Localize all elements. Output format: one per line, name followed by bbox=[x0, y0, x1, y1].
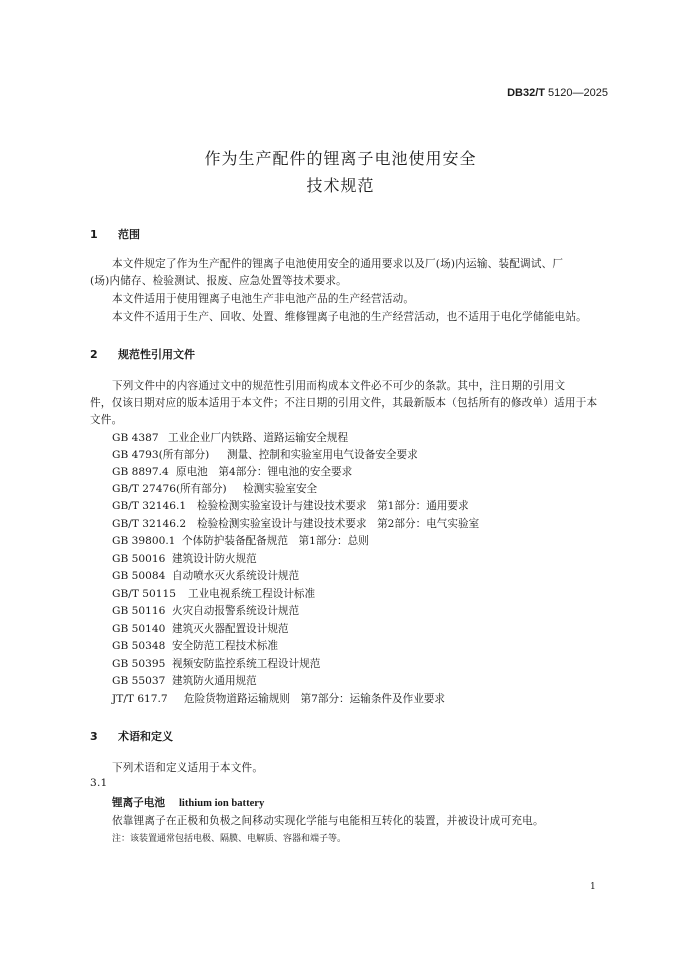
reference-code: GB 39800.1 bbox=[112, 535, 176, 547]
reference-code: GB 4387 bbox=[112, 432, 159, 444]
reference-title: 安全防范工程技术标准 bbox=[172, 640, 278, 652]
reference-title: 测量、控制和实验室用电气设备安全要求 bbox=[227, 449, 418, 461]
reference-item bbox=[112, 586, 315, 601]
page-number: 1 bbox=[590, 882, 596, 892]
reference-item bbox=[112, 691, 445, 706]
scope-paragraph-2: 本文件适用于使用锂离子电池生产非电池产品的生产经营活动。 bbox=[112, 293, 415, 305]
terms-intro: 下列术语和定义适用于本文件。 bbox=[112, 762, 264, 774]
reference-code: GB/T 32146.2 bbox=[112, 518, 187, 530]
reference-title: 视频安防监控系统工程设计规范 bbox=[172, 658, 321, 670]
section-title: 规范性引用文件 bbox=[118, 348, 195, 361]
term-english: lithium ion battery bbox=[178, 798, 265, 809]
reference-code: GB/T 32146.1 bbox=[112, 500, 187, 512]
reference-item bbox=[112, 673, 257, 688]
reference-item bbox=[112, 533, 369, 548]
reference-item bbox=[112, 447, 418, 462]
reference-code: GB/T 50115 bbox=[112, 588, 176, 600]
reference-title: 工业电视系统工程设计标准 bbox=[188, 588, 316, 600]
reference-title: 检验检测实验室设计与建设技术要求 第1部分：通用要求 bbox=[197, 500, 469, 512]
reference-item bbox=[112, 498, 469, 513]
reference-title: 检验检测实验室设计与建设技术要求 第2部分：电气实验室 bbox=[197, 518, 480, 530]
reference-code: GB 50116 bbox=[112, 605, 166, 617]
section-number: 1 bbox=[90, 228, 98, 241]
reference-title: 建筑设计防火规范 bbox=[172, 553, 257, 565]
term-entry bbox=[112, 795, 264, 810]
scope-paragraph-1-line1: 本文件规定了作为生产配件的锂离子电池使用安全的通用要求以及厂(场)内运输、装配调试、厂 bbox=[112, 258, 564, 270]
reference-title: 火灾自动报警系统设计规范 bbox=[172, 605, 300, 617]
term-number: 3.1 bbox=[90, 777, 108, 789]
term-note: 注：该装置通常包括电极、隔膜、电解质、容器和端子等。 bbox=[112, 834, 347, 844]
reference-code: GB 50348 bbox=[112, 640, 166, 652]
term-chinese: 锂离子电池 bbox=[112, 797, 165, 809]
reference-item bbox=[112, 430, 348, 445]
standard-code bbox=[507, 87, 608, 99]
standard-prefix: DB32/T bbox=[507, 87, 545, 99]
reference-title: 原电池 第4部分：锂电池的安全要求 bbox=[176, 466, 353, 478]
term-definition: 依靠锂离子在正极和负极之间移动实现化学能与电能相互转化的装置，并被设计成可充电。 bbox=[112, 815, 544, 827]
scope-paragraph-1-line2: (场)内储存、检验测试、报废、应急处置等技术要求。 bbox=[90, 275, 347, 287]
reference-title: 个体防护装备配备规范 第1部分：总则 bbox=[182, 535, 369, 547]
reference-item bbox=[112, 638, 278, 653]
reference-item bbox=[112, 656, 320, 671]
reference-title: 工业企业厂内铁路、道路运输安全规程 bbox=[168, 432, 349, 444]
section-heading-normative-references bbox=[90, 346, 195, 362]
reference-code: GB 50016 bbox=[112, 553, 166, 565]
reference-code: GB 50140 bbox=[112, 623, 166, 635]
reference-title: 检测实验室安全 bbox=[243, 483, 318, 495]
references-intro-line2: 件，仅该日期对应的版本适用于本文件；不注日期的引用文件，其最新版本（包括所有的修改单）适用于本 bbox=[90, 397, 598, 409]
reference-title: 危险货物道路运输规则 第7部分：运输条件及作业要求 bbox=[184, 693, 445, 705]
reference-code: GB 50084 bbox=[112, 570, 166, 582]
reference-item bbox=[112, 516, 479, 531]
reference-item bbox=[112, 568, 299, 583]
section-number: 3 bbox=[90, 730, 98, 743]
document-title-line2: 技术规范 bbox=[306, 176, 375, 195]
reference-title: 建筑防火通用规范 bbox=[172, 675, 257, 687]
reference-code: GB 8897.4 bbox=[112, 466, 169, 478]
reference-title: 建筑灭火器配置设计规范 bbox=[172, 623, 289, 635]
reference-code: GB 4793(所有部分) bbox=[112, 449, 210, 461]
reference-title: 自动喷水灭火系统设计规范 bbox=[172, 570, 300, 582]
references-intro-line3: 文件。 bbox=[90, 414, 123, 426]
section-title: 术语和定义 bbox=[118, 730, 173, 743]
section-heading-terms-definitions bbox=[90, 728, 173, 744]
reference-item bbox=[112, 551, 257, 566]
reference-code: GB 50395 bbox=[112, 658, 166, 670]
references-intro-line1: 下列文件中的内容通过文中的规范性引用而构成本文件必不可少的条款。其中，注日期的引用文 bbox=[112, 380, 566, 392]
scope-paragraph-3: 本文件不适用于生产、回收、处置、维修锂离子电池的生产经营活动，也不适用于电化学储能电站。 bbox=[112, 311, 587, 323]
section-title: 范围 bbox=[118, 228, 140, 241]
reference-item bbox=[112, 603, 299, 618]
section-heading-scope bbox=[90, 226, 140, 242]
reference-code: JT/T 617.7 bbox=[112, 693, 168, 705]
reference-item bbox=[112, 481, 317, 496]
reference-code: GB/T 27476(所有部分) bbox=[112, 483, 227, 495]
reference-item bbox=[112, 621, 289, 636]
standard-number: 5120—2025 bbox=[548, 87, 608, 99]
section-number: 2 bbox=[90, 348, 98, 361]
reference-code: GB 55037 bbox=[112, 675, 166, 687]
document-title-line1: 作为生产配件的锂离子电池使用安全 bbox=[204, 149, 477, 168]
reference-item bbox=[112, 464, 352, 479]
